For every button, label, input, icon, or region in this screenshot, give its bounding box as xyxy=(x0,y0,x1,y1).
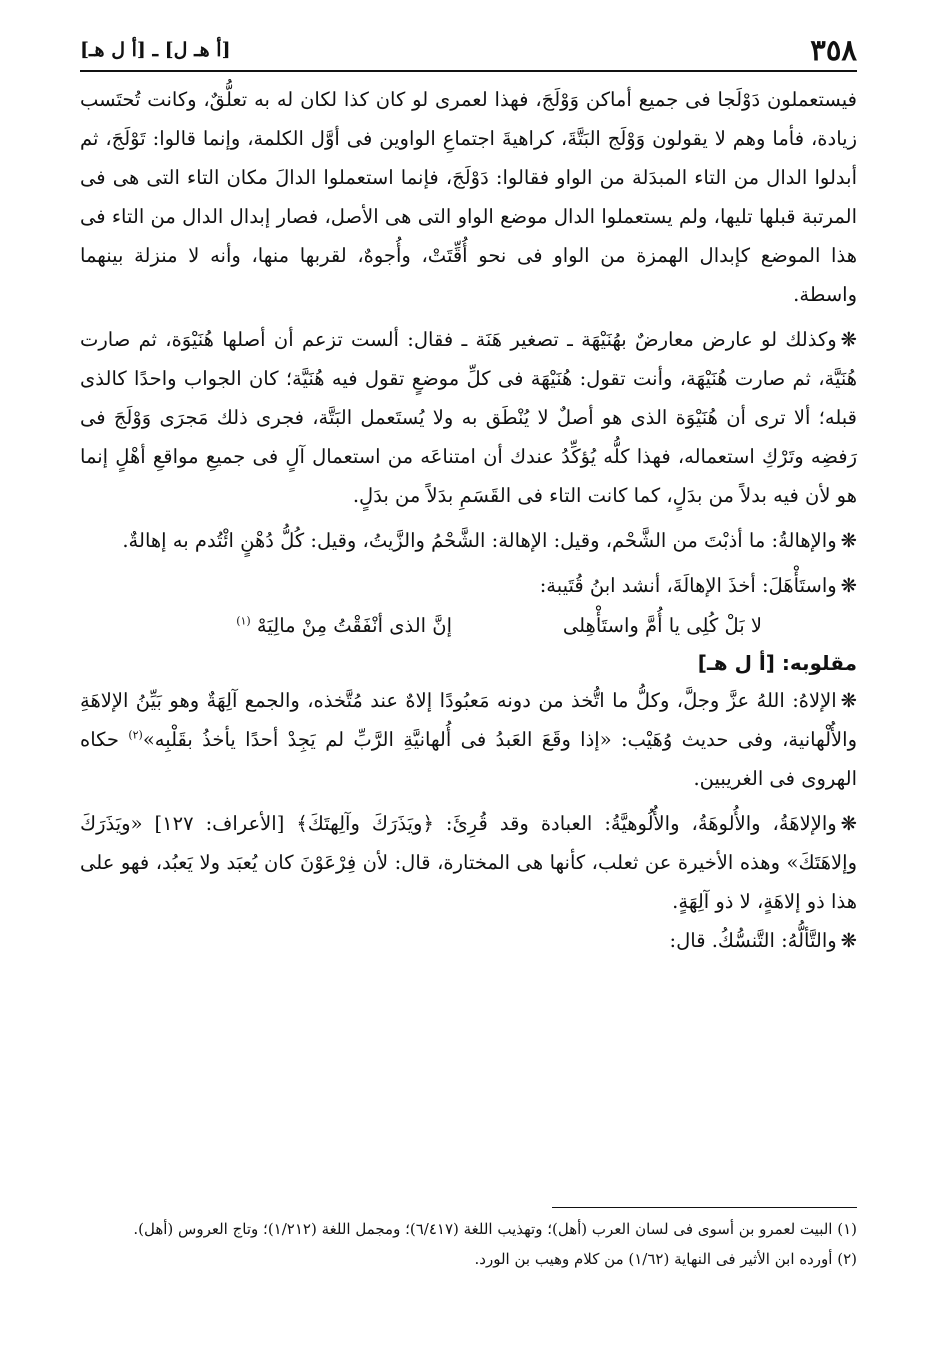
bullet-mark: ❋ xyxy=(840,574,857,597)
header-rule xyxy=(80,70,857,72)
paragraph-text: وكذلك لو عارض معارضٌ بهُنَيْهَة ـ تصغير هَنَة ـ فقال: ألست تزعم أن أصلها هُنَيْوَة، ثم صارت هُنَيَّة، ثم صارت هُنَيْهَة، وأنت تقول: هُنَيْهَة فى كلِّ موضعٍ تقول فيه هُنَيَّة؛ كان الجواب واحدًا كالذى قبله؛ ألا ترى أن هُنَيْوَة الذى هو أصلٌ لا يُنْطَق به ولا يُستَعمل البَتَّة، فجرى ذلك مَجرَى وَوْلَجَ فى رَفضِه وتَرْكِ استعماله، فهذا كلُّه يُؤكِّدُ عندك أن امتناعَه من استعمال آلٍ فى جميعِ مواقعِ أهْلٍ إنما هو لأن فيه بدلاً من بدَلٍ، كما كانت التاء فى القَسَمِ بدَلاً من بدَلٍ. xyxy=(80,328,857,507)
footnote-2: (٢) أورده ابن الأثير فى النهاية (١/٦٢) من كلام وهيب بن الورد. xyxy=(474,1250,857,1268)
page-number: ٣٥٨ xyxy=(810,33,857,67)
verse-second-hemistich xyxy=(236,606,452,645)
footnote-rule xyxy=(552,1207,857,1208)
bullet-mark: ❋ xyxy=(840,529,857,552)
paragraph-hunayha xyxy=(80,320,857,515)
paragraph-text: والإلاهَةُ، والأُلوهَةُ، والأُلُوهيَّةُ: العبادة وقد قُرِئَ: ﴿ويَذَرَكَ وآلِهتَكَ﴾ [الأعراف: ١٢٧] «ويَذَرَكَ وإلاهَتَكَ» وهذه الأخيرة عن ثعلب، كأنها هى المختارة، قال: لأن فِرْعَوْنَ كان يُعبَد ولا يَعبُد، فهو على هذا ذو إلاهَةٍ، لا ذو آلِهَةٍ. xyxy=(80,812,857,913)
paragraph-istahala xyxy=(80,566,857,605)
poetry-verse xyxy=(80,605,857,645)
paragraph-ilah xyxy=(80,681,857,798)
paragraph-taalluh xyxy=(80,921,857,960)
page-header xyxy=(80,30,857,70)
bullet-mark: ❋ xyxy=(840,929,857,952)
footnote-reference-2[interactable]: (٢) xyxy=(128,728,143,742)
verse-first-hemistich: لا بَلْ كُلِى يا أُمَّ واستَأْهِلى xyxy=(562,613,762,637)
footnote-1: (١) البيت لعمرو بن أسوى فى لسان العرب (أهل)؛ وتهذيب اللغة (٦/٤١٧)؛ ومجمل اللغة (١/٢١٢)؛ وتاج العروس (أهل). xyxy=(133,1220,857,1238)
paragraph-text: فيستعملون دَوْلَجا فى جميع أماكن وَوْلَجَ، فهذا لعمرى لو كان كذا لكان له به تعلُّقٌ، وكانت تُحتَسب زيادة، فأما وهم لا يقولون وَوْلَج البَتَّةَ، كراهيةَ اجتماعِ الواوين فى أوَّل الكلمة، وإنما قالوا: تَوْلَجَ، ثم أبدلوا الدال من التاء المبدَلة من الواو فقالوا: دَوْلَجَ، فإنما استعملوا الدالَ مكان التاء التى هى فى المرتبة قبلها تليها، ولم يستعملوا الدال موضع الواو التى هى الأصل، فصار إبدال الدال من التاء فى هذا الموضع كإبدال الهمزة من الواو فى نحو أُقِّتَتْ، وأُجوهٌ، لقربها منها، وأنه لا منزلة بينهما واسطة. xyxy=(80,88,857,306)
footnote-reference-1[interactable]: (١) xyxy=(236,614,251,627)
bullet-mark: ❋ xyxy=(840,328,857,351)
paragraph-ihala xyxy=(80,521,857,560)
section-heading: مقلوبه: [أ ل هـ] xyxy=(697,651,857,675)
paragraph-continuation xyxy=(80,80,857,314)
running-head: [أ هـ ل] ـ [أ ل هـ] xyxy=(80,39,231,61)
paragraph-text-tail: حكاه الهروى فى الغريبين. xyxy=(80,728,857,790)
paragraph-text: والإهالةُ: ما أذبْتَ من الشَّحْم، وقيل: الإهالة: الشَّحْمُ والزَّيتُ، وقيل: كُلُّ دُهْنٍ ائْتُدم به إهالةٌ. xyxy=(122,529,837,552)
paragraph-text: والتَّألُّهُ: التَّنسُّكُ. قال: xyxy=(669,929,837,952)
paragraph-ilaha xyxy=(80,804,857,921)
paragraph-text: الإلاهُ: اللهُ عزَّ وجلَّ، وكلُّ ما اتُّخذ من دونه مَعبُودًا إلاهٌ عند مُتَّخذه، والجمع آلِهَةٌ وهو بَيِّنُ الإلاهَةِ والأُلْهانية، وفى حديث وُهَيْب: «إذا وقَعَ العَبدُ فى أُلهانيَّةِ الرَّبِّ لم يَجِدْ أحدًا يأخذُ بقَلْبِه» xyxy=(80,689,857,751)
bullet-mark: ❋ xyxy=(840,689,857,712)
footnotes xyxy=(80,1214,857,1274)
bullet-mark: ❋ xyxy=(840,812,858,835)
main-text xyxy=(80,80,857,960)
paragraph-text: واستَأْهَلَ: أخذَ الإهالَةَ، أنشد ابنُ قُتَيبة: xyxy=(539,574,837,597)
verse-second-text: إنَّ الذى أنْفَقْتُ مِنْ مالِيَهْ xyxy=(256,613,452,637)
